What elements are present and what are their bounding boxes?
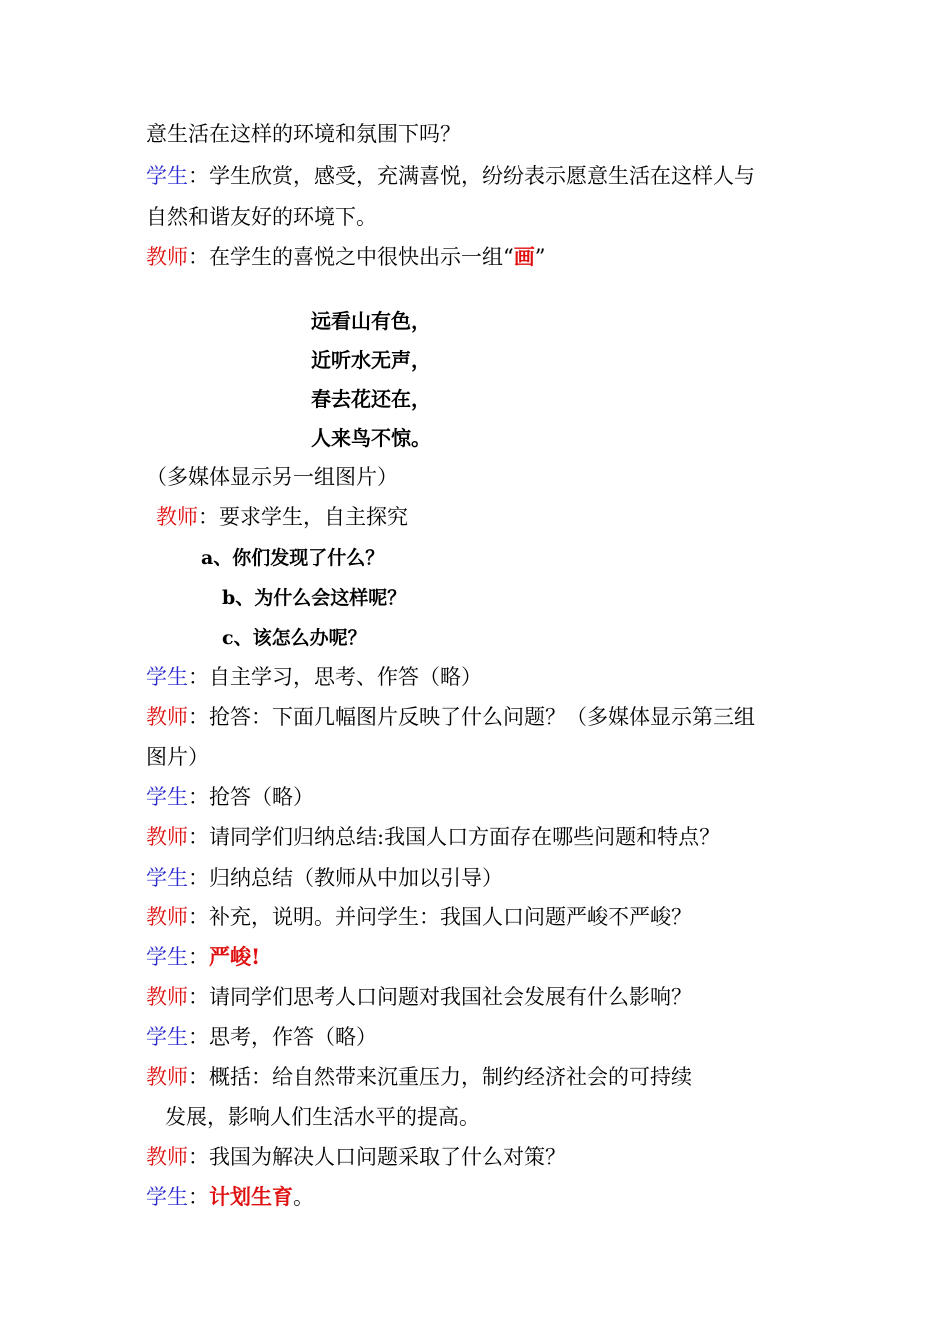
student-label: 学生 bbox=[146, 785, 188, 809]
dialogue-text: ：思考，作答（略） bbox=[188, 1025, 377, 1049]
dialogue-line bbox=[146, 903, 692, 931]
teacher-label: 教师 bbox=[146, 905, 188, 929]
dialogue-line bbox=[146, 663, 482, 691]
paragraph-line bbox=[146, 463, 398, 491]
dialogue-text: ：在学生的喜悦之中很快出示一组“ bbox=[188, 245, 514, 269]
dialogue-text: ：要求学生，自主探究 bbox=[198, 505, 408, 529]
dialogue-text: ：归纳总结（教师从中加以引导） bbox=[188, 866, 503, 890]
dialogue-text: ：学生欣赏，感受，充满喜悦，纷纷表示愿意生活在这样人与 bbox=[188, 164, 755, 188]
dialogue-text: ：抢答（略） bbox=[188, 785, 314, 809]
dialogue-text: ： bbox=[188, 945, 209, 969]
student-label: 学生 bbox=[146, 866, 188, 890]
dialogue-text: ：我国为解决人口问题采取了什么对策？ bbox=[188, 1145, 566, 1169]
text: 图片） bbox=[146, 745, 209, 769]
dialogue-line bbox=[146, 1063, 692, 1091]
dialogue-line bbox=[146, 703, 755, 731]
dialogue-line bbox=[146, 864, 503, 892]
paragraph-line bbox=[146, 203, 377, 231]
dialogue-line bbox=[146, 162, 755, 190]
poem-line: 人来鸟不惊。 bbox=[311, 426, 431, 450]
paragraph-line bbox=[165, 1103, 480, 1131]
dialogue-line bbox=[146, 983, 692, 1011]
highlight-text: 严峻! bbox=[209, 944, 261, 969]
student-label: 学生 bbox=[146, 1025, 188, 1049]
poem-line: 近听水无声， bbox=[311, 348, 431, 372]
teacher-label: 教师 bbox=[156, 505, 198, 529]
text: 意生活在这样的环境和氛围下吗？ bbox=[146, 122, 461, 146]
text: 自然和谐友好的环境下。 bbox=[146, 205, 377, 229]
poem-line: 远看山有色， bbox=[311, 309, 431, 333]
student-label: 学生 bbox=[146, 164, 188, 188]
dialogue-text: ：自主学习，思考、作答（略） bbox=[188, 665, 482, 689]
paragraph-line bbox=[146, 743, 209, 771]
highlight-text: 画 bbox=[513, 244, 535, 269]
teacher-label: 教师 bbox=[146, 825, 188, 849]
text: 发展，影响人们生活水平的提高。 bbox=[165, 1105, 480, 1129]
teacher-label: 教师 bbox=[146, 985, 188, 1009]
dialogue-text: ：概括：给自然带来沉重压力，制约经济社会的可持续 bbox=[188, 1065, 692, 1089]
teacher-label: 教师 bbox=[146, 1065, 188, 1089]
teacher-label: 教师 bbox=[146, 245, 188, 269]
student-label: 学生 bbox=[146, 1185, 188, 1209]
dialogue-text-end: 。 bbox=[293, 1185, 314, 1209]
dialogue-line bbox=[146, 783, 314, 811]
dialogue-text: ： bbox=[188, 1185, 209, 1209]
dialogue-line bbox=[146, 243, 546, 271]
teacher-label: 教师 bbox=[146, 1145, 188, 1169]
dialogue-line bbox=[146, 1183, 314, 1211]
question-item: c、该怎么办呢？ bbox=[222, 627, 367, 649]
question-item: b、为什么会这样呢？ bbox=[222, 587, 407, 609]
highlight-text: 计划生育 bbox=[209, 1184, 293, 1209]
dialogue-line bbox=[146, 1023, 377, 1051]
dialogue-line bbox=[146, 823, 720, 851]
dialogue-text-end: ” bbox=[534, 245, 546, 269]
dialogue-line bbox=[156, 503, 408, 531]
dialogue-line bbox=[146, 1143, 566, 1171]
dialogue-text: ：抢答：下面几幅图片反映了什么问题？（多媒体显示第三组 bbox=[188, 705, 755, 729]
student-label: 学生 bbox=[146, 945, 188, 969]
dialogue-text: ：请同学们归纳总结:我国人口方面存在哪些问题和特点？ bbox=[188, 825, 721, 849]
paragraph-line bbox=[146, 120, 461, 148]
student-label: 学生 bbox=[146, 665, 188, 689]
dialogue-line bbox=[146, 943, 260, 971]
dialogue-text: ：补充，说明。并问学生：我国人口问题严峻不严峻？ bbox=[188, 905, 692, 929]
text: （多媒体显示另一组图片） bbox=[146, 465, 398, 489]
teacher-label: 教师 bbox=[146, 705, 188, 729]
question-item: a、你们发现了什么？ bbox=[201, 547, 385, 569]
dialogue-text: ：请同学们思考人口问题对我国社会发展有什么影响？ bbox=[188, 985, 692, 1009]
poem-line: 春去花还在， bbox=[311, 387, 431, 411]
